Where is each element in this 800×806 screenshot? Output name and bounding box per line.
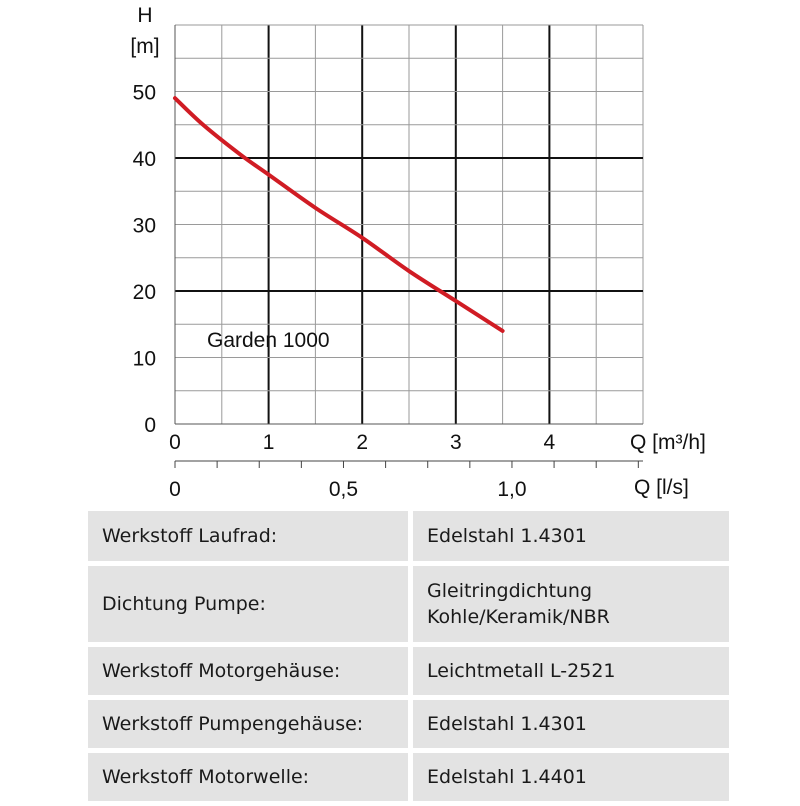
spec-label: Werkstoff Pumpengehäuse: <box>88 700 408 748</box>
spec-value <box>413 566 729 642</box>
spec-value-line: Kohle/Keramik/NBR <box>427 606 610 628</box>
spec-row <box>88 700 729 748</box>
spec-table <box>83 506 734 806</box>
x-tick-label: 1 <box>262 431 275 454</box>
spec-value <box>413 511 729 561</box>
spec-row <box>88 511 729 561</box>
spec-value <box>413 700 729 748</box>
spec-row <box>88 753 729 801</box>
x-tick-label: 3 <box>449 431 462 454</box>
x-tick-label: 0 <box>169 431 181 454</box>
spec-row <box>88 647 729 695</box>
curve-layer <box>175 98 503 331</box>
spec-value <box>413 753 729 801</box>
x-axis-primary-label: Q [m³/h] <box>630 431 706 454</box>
y-tick-label: 50 <box>132 81 156 105</box>
spec-value-line: Gleitringdichtung <box>427 580 593 602</box>
spec-value-line: Edelstahl 1.4301 <box>427 713 587 735</box>
secondary-tick-label: 0,5 <box>328 478 359 501</box>
spec-value-line: Edelstahl 1.4301 <box>427 525 587 547</box>
series-label: Garden 1000 <box>207 329 330 352</box>
chart-grid <box>175 25 643 424</box>
spec-label: Werkstoff Motorwelle: <box>88 753 408 801</box>
y-tick-label: 40 <box>132 148 156 171</box>
y-tick-label: 30 <box>132 214 156 238</box>
pump-curve-line <box>175 98 503 331</box>
chart-labels <box>130 4 705 501</box>
secondary-tick-label: 1,0 <box>497 478 527 501</box>
y-axis-unit: [m] <box>130 35 160 58</box>
y-tick-label: 20 <box>132 281 156 304</box>
x-tick-label: 4 <box>543 431 556 454</box>
spec-label: Werkstoff Laufrad: <box>88 511 408 561</box>
spec-row <box>88 566 729 642</box>
spec-value <box>413 647 729 695</box>
secondary-tick-label: 0 <box>169 478 181 501</box>
y-tick-label: 0 <box>144 414 156 437</box>
spec-value-line: Edelstahl 1.4401 <box>427 766 587 788</box>
spec-label: Dichtung Pumpe: <box>88 566 408 642</box>
spec-label: Werkstoff Motorgehäuse: <box>88 647 408 695</box>
y-tick-label: 10 <box>132 347 156 371</box>
x-axis-secondary-label: Q [l/s] <box>634 476 689 499</box>
spec-value-line: Leichtmetall L-2521 <box>427 660 616 682</box>
y-axis-title: H <box>137 4 153 27</box>
x-tick-label: 2 <box>356 431 369 454</box>
